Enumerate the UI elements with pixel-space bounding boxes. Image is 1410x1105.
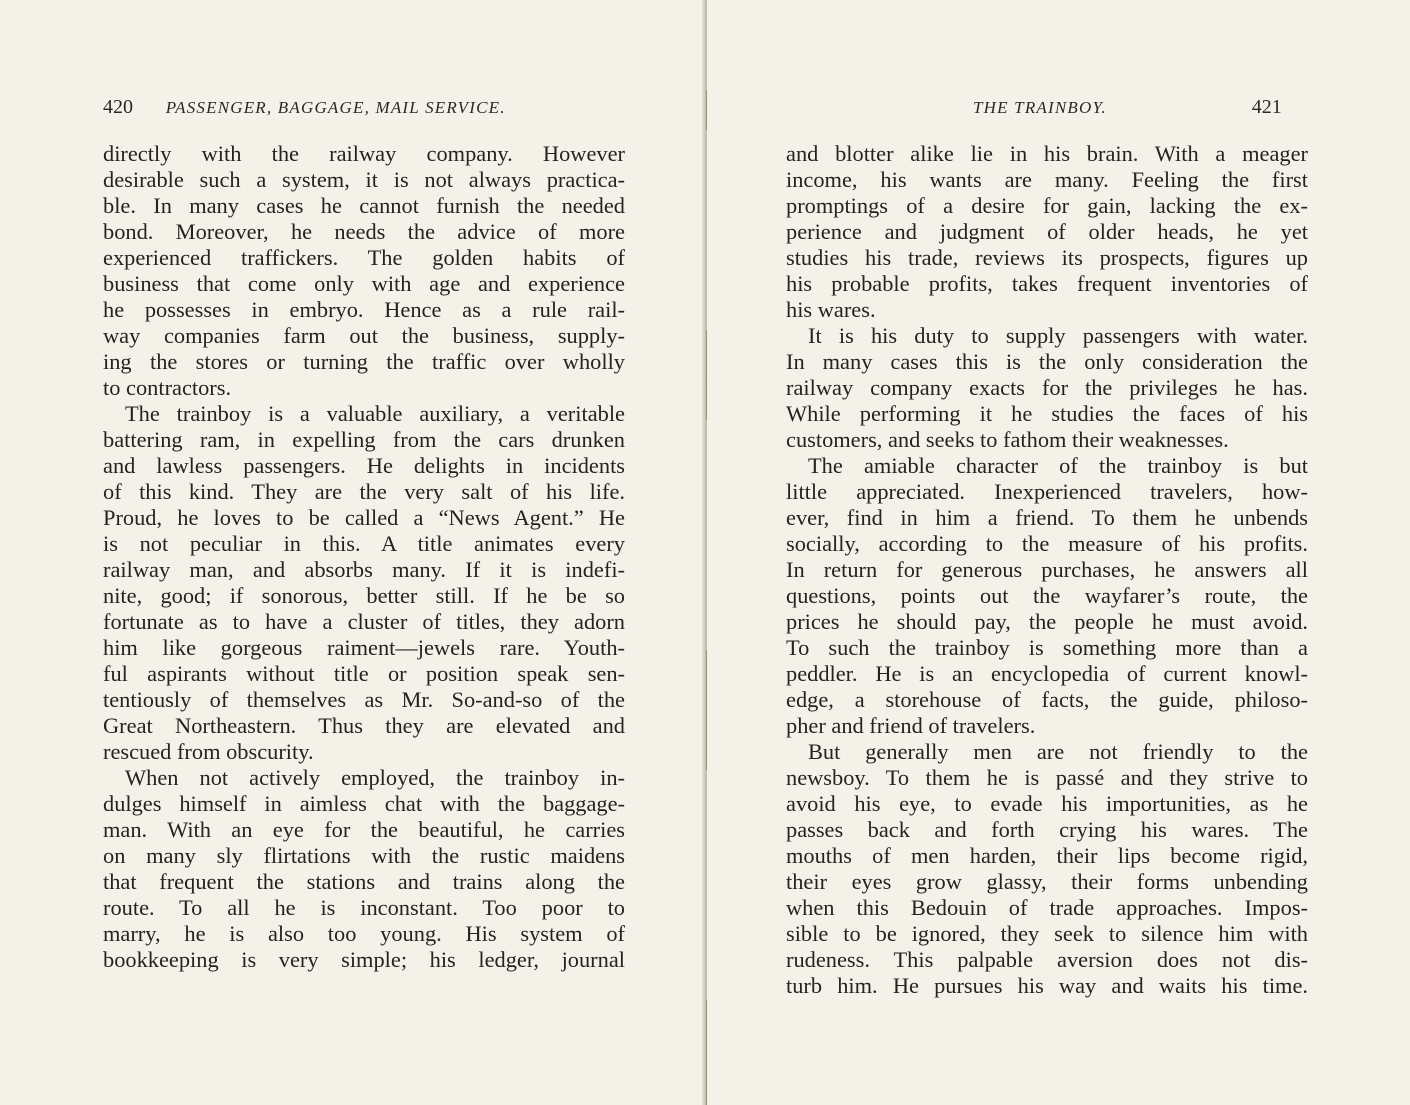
text-line: To such the trainboy is something more than a [786,635,1308,660]
text-line: customers, and seeks to fathom their weaknesses. [786,427,1229,452]
text-line: rescued from obscurity. [103,739,314,764]
text-line: of this kind. They are the very salt of his life. [103,479,625,504]
text-line: income, his wants are many. Feeling the first [786,167,1308,192]
text-line: While performing it he studies the faces of his [786,401,1308,426]
text-line: when this Bedouin of trade approaches. Impos- [786,895,1308,920]
text-line: It is his duty to supply passengers with water. [808,323,1308,348]
text-line: studies his trade, reviews its prospects, figures up [786,245,1308,270]
text-line: on many sly flirtations with the rustic maidens [103,843,625,868]
text-line: business that come only with age and experience [103,271,625,296]
text-line: directly with the railway company. However [103,141,625,166]
text-line: promptings of a desire for gain, lacking the ex- [786,193,1308,218]
text-line: ful aspirants without title or position speak sen- [103,661,625,686]
text-line: man. With an eye for the beautiful, he carries [103,817,625,842]
text-line: railway company exacts for the privileges he has. [786,375,1308,400]
text-line: edge, a storehouse of facts, the guide, philoso- [786,687,1308,712]
right-page [707,0,1410,1105]
text-line: nite, good; if sonorous, better still. If he be so [103,583,625,608]
text-line: he possesses in embryo. Hence as a rule rail- [103,297,625,322]
text-line: his wares. [786,297,876,322]
text-line: rudeness. This palpable aversion does not dis- [786,947,1308,972]
left-page-body [103,141,625,973]
right-page-header [973,96,1282,119]
text-line: peddler. He is an encyclopedia of current knowl- [786,661,1308,686]
text-line: ing the stores or turning the traffic over wholly [103,349,625,374]
text-line: In return for generous purchases, he answers all [786,557,1308,582]
text-line: questions, points out the wayfarer’s route, the [786,583,1308,608]
text-line: and lawless passengers. He delights in incidents [103,453,625,478]
text-line: When not actively employed, the trainboy in- [125,765,625,790]
text-line: bookkeeping is very simple; his ledger, journal [103,947,625,972]
text-line: Proud, he loves to be called a “News Agent.” He [103,505,625,530]
text-line: desirable such a system, it is not always practica- [103,167,625,192]
text-line: Great Northeastern. Thus they are elevated and [103,713,625,738]
text-line: ble. In many cases he cannot furnish the needed [103,193,625,218]
text-line: avoid his eye, to evade his importunities, as he [786,791,1308,816]
text-line: tentiously of themselves as Mr. So-and-so of the [103,687,625,712]
text-line: and blotter alike lie in his brain. With a meager [786,141,1308,166]
text-line: prices he should pay, the people he must avoid. [786,609,1308,634]
text-line: newsboy. To them he is passé and they strive to [786,765,1308,790]
left-page-header [103,96,506,119]
text-line: way companies farm out the business, supply- [103,323,625,348]
text-line: The amiable character of the trainboy is but [808,453,1308,478]
text-line: The trainboy is a valuable auxiliary, a veritable [125,401,625,426]
text-line: ever, find in him a friend. To them he unbends [786,505,1308,530]
text-line: to contractors. [103,375,232,400]
left-page [0,0,703,1105]
text-line: their eyes grow glassy, their forms unbending [786,869,1308,894]
left-page-number: 420 [103,96,133,118]
text-line: marry, he is also too young. His system of [103,921,625,946]
text-line: socially, according to the measure of his profits. [786,531,1308,556]
text-line: In many cases this is the only consideration the [786,349,1308,374]
right-page-body [786,141,1308,999]
left-running-head: PASSENGER, BAGGAGE, MAIL SERVICE. [165,98,506,117]
text-line: sible to be ignored, they seek to silence him with [786,921,1308,946]
text-line: his probable profits, takes frequent inventories of [786,271,1308,296]
text-line: that frequent the stations and trains along the [103,869,625,894]
text-line: battering ram, in expelling from the cars drunken [103,427,625,452]
text-line: him like gorgeous raiment—jewels rare. Youth- [103,635,625,660]
text-line: bond. Moreover, he needs the advice of more [103,219,625,244]
text-line: route. To all he is inconstant. Too poor to [103,895,625,920]
text-line: railway man, and absorbs many. If it is indefi- [103,557,625,582]
text-line: dulges himself in aimless chat with the baggage- [103,791,625,816]
text-line: But generally men are not friendly to the [808,739,1308,764]
text-line: pher and friend of travelers. [786,713,1036,738]
text-line: fortunate as to have a cluster of titles, they adorn [103,609,625,634]
text-line: perience and judgment of older heads, he yet [786,219,1308,244]
right-running-head: THE TRAINBOY. [973,98,1107,117]
text-line: is not peculiar in this. A title animates every [103,531,625,556]
text-line: little appreciated. Inexperienced travelers, how- [786,479,1308,504]
right-page-number: 421 [1251,96,1282,118]
text-line: passes back and forth crying his wares. The [786,817,1308,842]
text-line: mouths of men harden, their lips become rigid, [786,843,1308,868]
text-line: experienced traffickers. The golden habits of [103,245,625,270]
text-line: turb him. He pursues his way and waits his time. [786,973,1308,998]
